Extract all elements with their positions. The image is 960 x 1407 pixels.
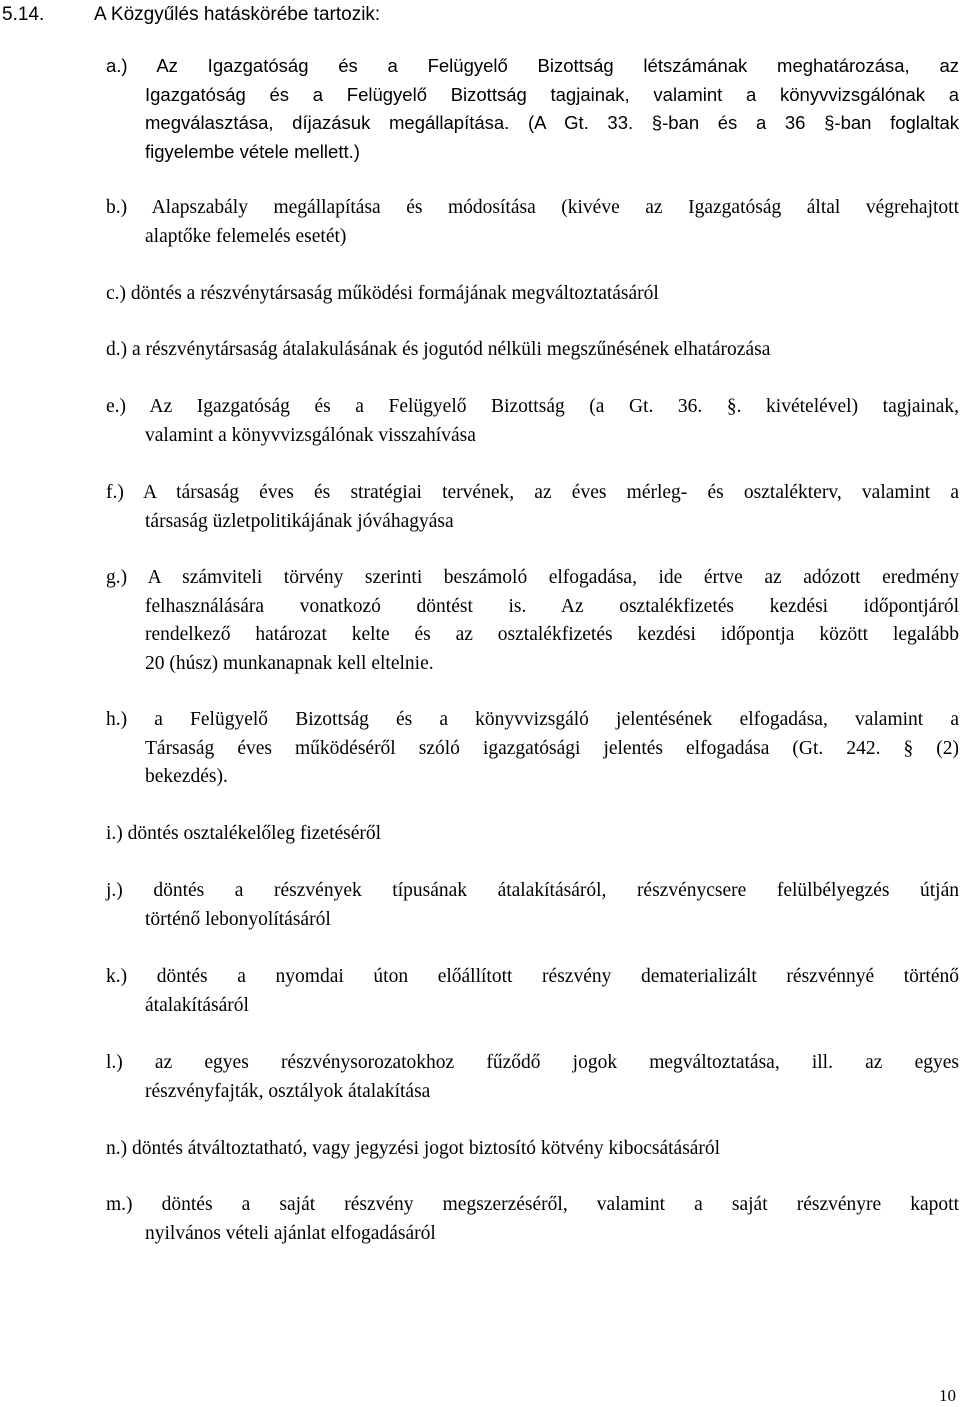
item-line: f.) A társaság éves és stratégiai tervének, az éves mérleg- és osztalékterv, valamint a (106, 482, 959, 503)
item-line: c.) döntés a részvénytársaság működési formájának megváltoztatásáról (106, 283, 659, 304)
item-line: Társaság éves működéséről szóló igazgatósági jelentés elfogadása (Gt. 242. § (2) (145, 737, 959, 759)
item-line: figyelembe vétele mellett.) (145, 140, 360, 162)
item-line: 20 (húsz) munkanapnak kell eltelnie. (145, 652, 434, 674)
item-line: g.) A számviteli törvény szerinti beszámoló elfogadása, ide értve az adózott eredmény (106, 567, 959, 588)
item-line: felhasználására vonatkozó döntést is. Az osztalékfizetés kezdési időpontjáról (145, 595, 959, 617)
item-line: l.) az egyes részvénysorozatokhoz fűződő jogok megváltoztatása, ill. az egyes (106, 1052, 959, 1073)
page-number: 10 (939, 1386, 956, 1405)
section-title: A Közgyűlés hatáskörébe tartozik: (94, 4, 381, 25)
list-item-n (106, 1135, 959, 1164)
list-item-g (106, 564, 959, 678)
item-line: e.) Az Igazgatóság és a Felügyelő Bizottság (a Gt. 36. §. kivételével) tagjainak, (106, 396, 959, 417)
list-item-d (106, 336, 959, 365)
item-line: h.) a Felügyelő Bizottság és a könyvvizsgáló jelentésének elfogadása, valamint a (106, 709, 959, 730)
item-line: a.) Az Igazgatóság és a Felügyelő Bizottság létszámának meghatározása, az (106, 55, 959, 76)
item-line: átalakításáról (145, 994, 249, 1016)
item-line: b.) Alapszabály megállapítása és módosítása (kivéve az Igazgatóság által végrehajtott (106, 197, 959, 218)
list-item-a (106, 52, 959, 166)
item-line: történő lebonyolításáról (145, 908, 331, 930)
item-line: társaság üzletpolitikájának jóváhagyása (145, 510, 454, 532)
list-item-l (106, 1049, 959, 1106)
section-number: 5.14. (2, 4, 45, 25)
item-line: Igazgatóság és a Felügyelő Bizottság tagjainak, valamint a könyvvizsgálónak a (145, 83, 959, 105)
list-item-e (106, 393, 959, 450)
item-line: i.) döntés osztalékelőleg fizetéséről (106, 823, 382, 844)
list-item-k (106, 963, 959, 1020)
item-line: m.) döntés a saját részvény megszerzéséről, valamint a saját részvényre kapott (106, 1194, 959, 1215)
list-item-b (106, 194, 959, 251)
list-item-f (106, 479, 959, 536)
list-item-m (106, 1191, 959, 1248)
item-line: d.) a részvénytársaság átalakulásának és jogutód nélküli megszűnésének elhatározása (106, 339, 771, 360)
item-line: rendelkező határozat kelte és az osztalékfizetés kezdési időpontja között legalább (145, 624, 959, 645)
list-item-j (106, 877, 959, 934)
item-line: valamint a könyvvizsgálónak visszahívása (145, 424, 476, 446)
list-item-h (106, 706, 959, 792)
item-line: n.) döntés átváltoztatható, vagy jegyzési jogot biztosító kötvény kibocsátásáról (106, 1138, 721, 1159)
list-item-i (106, 820, 959, 849)
item-line: j.) döntés a részvények típusának átalakításáról, részvénycsere felülbélyegzés útján (106, 880, 959, 901)
item-line: megválasztása, díjazásuk megállapítása. (A Gt. 33. §-ban és a 36 §-ban foglaltak (145, 112, 959, 133)
item-line: bekezdés). (145, 766, 228, 787)
item-line: k.) döntés a nyomdai úton előállított részvény dematerializált részvénnyé történő (106, 966, 959, 987)
item-line: nyilvános vételi ajánlat elfogadásáról (145, 1222, 436, 1244)
list-item-c (106, 280, 959, 309)
item-line: alaptőke felemelés esetét) (145, 225, 347, 247)
item-line: részvényfajták, osztályok átalakítása (145, 1080, 431, 1102)
